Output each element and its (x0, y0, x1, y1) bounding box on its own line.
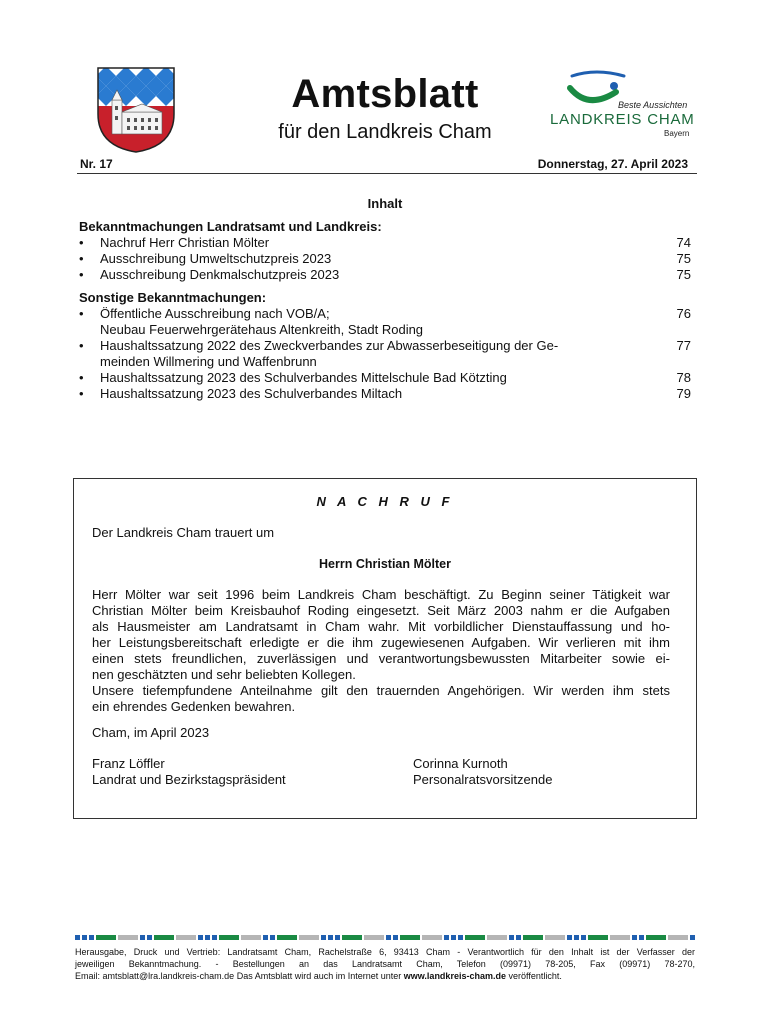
footer-bar-segment (610, 935, 630, 940)
signatory-name: Corinna Kurnoth (413, 756, 508, 771)
toc-item (79, 370, 691, 386)
bullet: • (79, 338, 84, 353)
footer-bar-segment (400, 935, 420, 940)
signatory-role: Landrat und Bezirkstagspräsident (92, 772, 286, 787)
obituary-line: Unsere tiefempfundene Anteilnahme gilt den trauernden Angehörigen. Wir werden ihm stets (92, 683, 670, 698)
footer-line: Email: amtsblatt@lra.landkreis-cham.de Das Amtsblatt wird auch im Internet unter www.landkreis-cham.de veröffentlicht. (75, 971, 562, 981)
obituary-line: Herr Mölter war seit 1996 beim Landkreis Cham beschäftigt. Zu Beginn seiner Tätigkeit war (92, 587, 670, 602)
contents-heading: Inhalt (367, 196, 403, 211)
bullet: • (79, 235, 84, 250)
footer-bar-segment (422, 935, 442, 940)
toc-item-text: Nachruf Herr Christian Mölter (100, 235, 270, 250)
footer-bar-segment (96, 935, 116, 940)
footer-bar-segment (588, 935, 608, 940)
toc-item-text: Ausschreibung Umweltschutzpreis 2023 (100, 251, 332, 266)
place-date: Cham, im April 2023 (92, 725, 210, 740)
footer-bar-segment (219, 935, 239, 940)
toc-page-number: 78 (676, 370, 691, 385)
bullet: • (79, 267, 84, 282)
obituary-line: einen stets freundlichen, zuverlässigen und verantwortungsbewussten Mitarbeiter sowie ei- (92, 651, 670, 666)
toc-item-line: Haushaltssatzung 2023 des Schulverbandes Mittelschule Bad Kötzting (100, 370, 507, 385)
footer-bar-segment (154, 935, 174, 940)
footer-bar-segment (277, 935, 297, 940)
signatory-left (92, 756, 286, 788)
toc-page-number: 77 (676, 338, 691, 353)
footer-bar-segment (690, 935, 695, 940)
toc-item (79, 235, 691, 251)
obituary-body (92, 587, 670, 715)
footer-bar-segment (140, 935, 145, 940)
obituary-intro: Der Landkreis Cham trauert um (92, 525, 275, 540)
footer-bar-segment (147, 935, 152, 940)
bullet: • (79, 306, 84, 321)
toc-item-line: Haushaltssatzung 2022 des Zweckverbandes zur Abwasserbeseitigung der Ge- (100, 338, 559, 353)
footer-bar-segment (451, 935, 456, 940)
page-title: Amtsblatt (291, 72, 479, 116)
footer-bar-segment (509, 935, 514, 940)
footer-bar-segment (458, 935, 463, 940)
toc-item-line: meinden Willmering und Waffenbrunn (100, 354, 317, 370)
footer-bar-segment (393, 935, 398, 940)
obituary-line: ein ehrendes Gedenken bewahren. (92, 699, 296, 714)
footer-bar-segment (263, 935, 268, 940)
section-heading: Sonstige Bekanntmachungen: (79, 290, 267, 305)
footer-bar-segment (516, 935, 521, 940)
header-divider (77, 173, 697, 174)
footer-bar-segment (270, 935, 275, 940)
footer-bar-segment (205, 935, 210, 940)
footer-bar-segment (386, 935, 391, 940)
footer-bar-segment (444, 935, 449, 940)
toc-item-line: Öffentliche Ausschreibung nach VOB/A; (100, 306, 330, 321)
toc-item (79, 338, 691, 370)
footer-bar-segment (212, 935, 217, 940)
website-link[interactable]: www.landkreis-cham.de (403, 971, 506, 981)
footer-bar-segment (335, 935, 340, 940)
footer-bar-segment (241, 935, 261, 940)
footer-bar-segment (321, 935, 326, 940)
obituary-line: als Hausmeister am Landratsamt in Cham wahr. Mit vorbildlicher Dienstauffassung und ho- (92, 619, 670, 634)
obituary-line: nen geschätzten und sehr beliebten Kollegen. (92, 667, 356, 682)
toc-item (79, 267, 691, 283)
footer-bar-segment (545, 935, 565, 940)
footer-bar-segment (75, 935, 80, 940)
footer-bar-segment (523, 935, 543, 940)
footer-bar-segment (118, 935, 138, 940)
footer-bar-segment (364, 935, 384, 940)
footer-bar-segment (639, 935, 644, 940)
toc-item (79, 306, 691, 338)
logo-state: Bayern (664, 129, 690, 138)
obituary-line: Christian Mölter beim Kreisbauhof Roding eingesetzt. Seit März 2003 nahm er die Aufgaben (92, 603, 670, 618)
footer-bar-segment (487, 935, 507, 940)
toc-item-text: Ausschreibung Denkmalschutzpreis 2023 (100, 267, 340, 282)
footer-imprint (75, 946, 695, 982)
section-heading: Bekanntmachungen Landratsamt und Landkreis: (79, 219, 382, 234)
footer-bar-segment (198, 935, 203, 940)
footer-bar-segment (82, 935, 87, 940)
toc-item (79, 251, 691, 267)
footer-bar-segment (465, 935, 485, 940)
signatory-role: Personalratsvorsitzende (413, 772, 553, 787)
footer-bar-segment (668, 935, 688, 940)
footer-decorative-bar (75, 935, 695, 940)
footer-bar-segment (581, 935, 586, 940)
footer-bar-segment (89, 935, 94, 940)
landkreis-cham-logo (546, 70, 696, 140)
bullet: • (79, 370, 84, 385)
toc-page-number: 75 (676, 267, 691, 282)
footer-bar-segment (574, 935, 579, 940)
footer-line: jeweiligen Bekanntmachung. - Bestellungen an das Landratsamt Cham, Telefon (09971) 78-205, Fax (09971) 78-270, (75, 959, 695, 969)
footer-line: Herausgabe, Druck und Vertrieb: Landratsamt Cham, Rachelstraße 6, 93413 Cham - Verantwortlich für den Inhalt ist der Verfasser der (75, 947, 695, 957)
footer-bar-segment (342, 935, 362, 940)
signatory-name: Franz Löffler (92, 756, 165, 771)
toc-page-number: 76 (676, 306, 691, 321)
toc-page-number: 75 (676, 251, 691, 266)
footer-bar-segment (299, 935, 319, 940)
toc-page-number: 79 (676, 386, 691, 401)
obituary-title: N A C H R U F (316, 494, 454, 509)
footer-bar-segment (646, 935, 666, 940)
toc-item-line: Neubau Feuerwehrgerätehaus Altenkreith, Stadt Roding (100, 322, 424, 338)
footer-bar-segment (632, 935, 637, 940)
toc-page-number: 74 (676, 235, 691, 250)
issue-number: Nr. 17 (80, 157, 113, 171)
page-subtitle: für den Landkreis Cham (278, 121, 492, 143)
deceased-name: Herrn Christian Mölter (319, 557, 451, 571)
obituary-line: her Leistungsbereitschaft erledigte er die ihm zugewiesenen Aufgaben. Wir verlieren mit ihm (92, 635, 670, 650)
bullet: • (79, 251, 84, 266)
footer-bar-segment (328, 935, 333, 940)
footer-bar-segment (176, 935, 196, 940)
toc-item-line: Haushaltssatzung 2023 des Schulverbandes Miltach (100, 386, 403, 401)
logo-name: LANDKREIS CHAM (550, 111, 695, 128)
issue-date: Donnerstag, 27. April 2023 (537, 157, 688, 171)
toc-item (79, 386, 691, 402)
footer-bar-segment (567, 935, 572, 940)
signatory-right (413, 756, 552, 788)
bullet: • (79, 386, 84, 401)
logo-tagline: Beste Aussichten (618, 100, 688, 110)
